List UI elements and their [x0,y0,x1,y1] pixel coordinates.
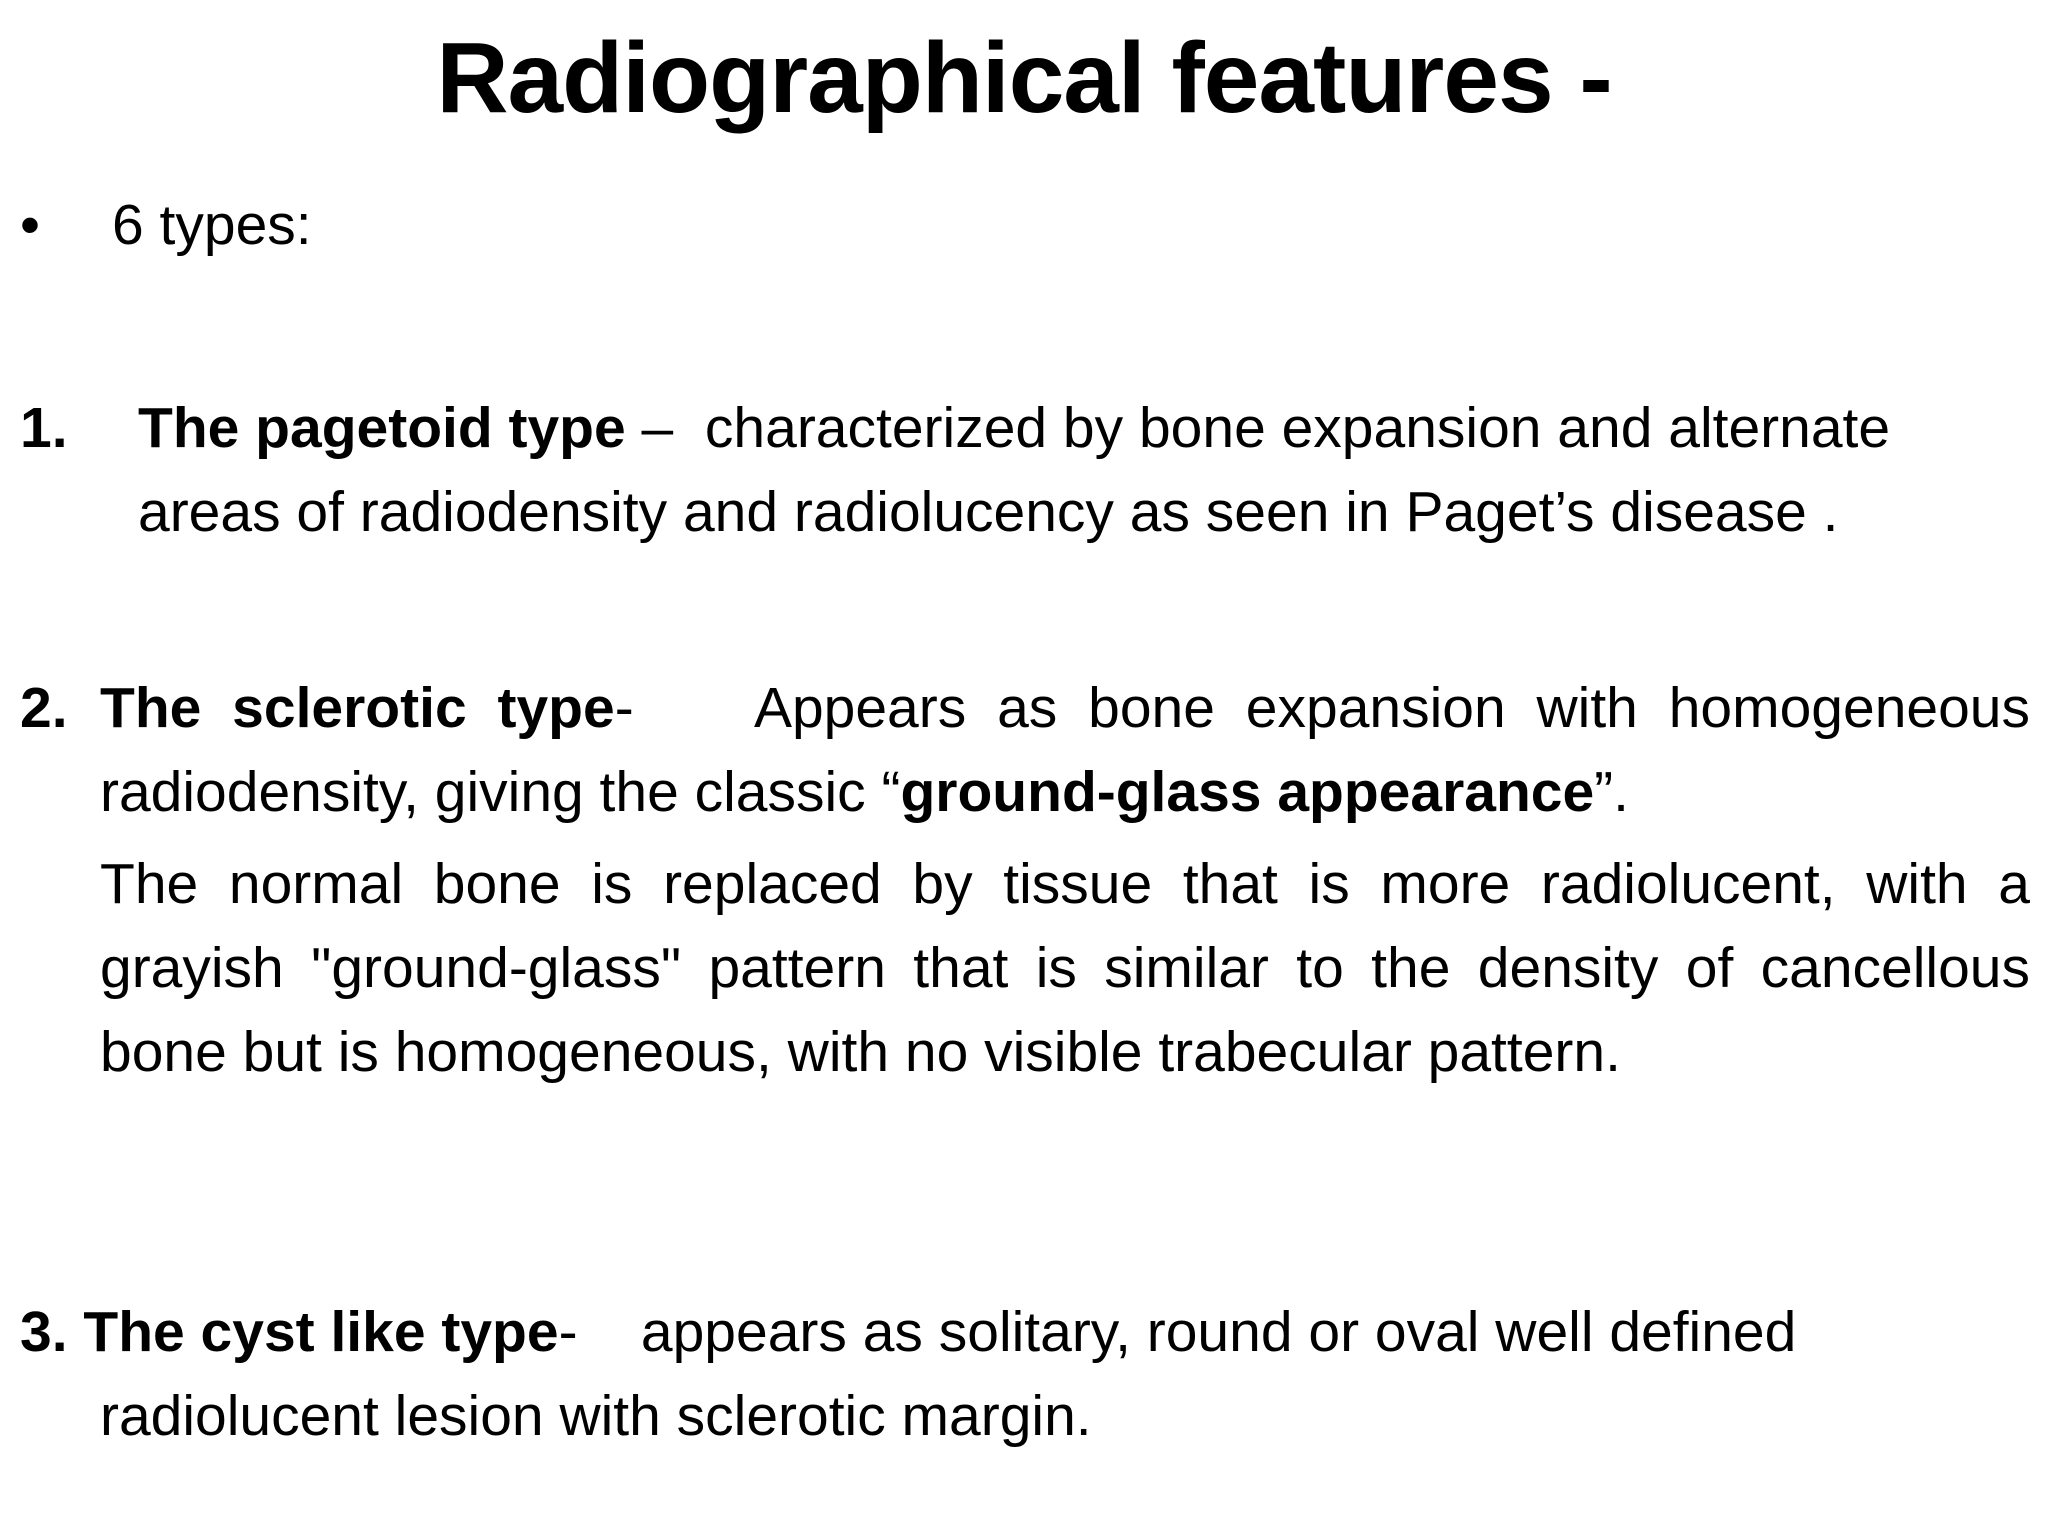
item-text [138,386,2038,554]
item-emphasis: ground-glass appearance [900,760,1595,824]
item-term: 3. The cyst like type [20,1300,559,1364]
item-description: appears as solitary, round or oval well defined [640,1300,1797,1364]
item-number: 1. [20,396,68,460]
item-separator: - [558,1300,641,1364]
item-text [20,1290,2030,1458]
item-description: characterized by bone expansion and alternate areas of radiodensity and radiolucency as seen in Paget’s disease . [138,396,1891,544]
bullet-icon: • [20,193,40,257]
slide-title: Radiographical features - [436,22,1612,134]
item-description-end: ”. [1594,760,1629,824]
item-separator: - [614,676,754,740]
item-separator: – [625,396,705,460]
intro-text: 6 types: [112,193,312,257]
item-paragraph: The normal bone is replaced by tissue that is more radiolucent, with a grayish "ground-glass" pattern that is similar to the density of cancellous bone but is homogeneous, with no visible trabecular pattern. [100,852,2030,1084]
item-term: The pagetoid type [138,396,626,460]
item-description-line2: radiolucent lesion with sclerotic margin. [100,1384,1092,1448]
item-description: Appears as bone expansion with homogeneous radiodensity, giving the classic “ [100,676,2031,824]
item-number: 2. [20,676,68,740]
intro-bullet-item [20,190,312,260]
item-term: The sclerotic type [100,676,615,740]
item-text [100,666,2030,834]
